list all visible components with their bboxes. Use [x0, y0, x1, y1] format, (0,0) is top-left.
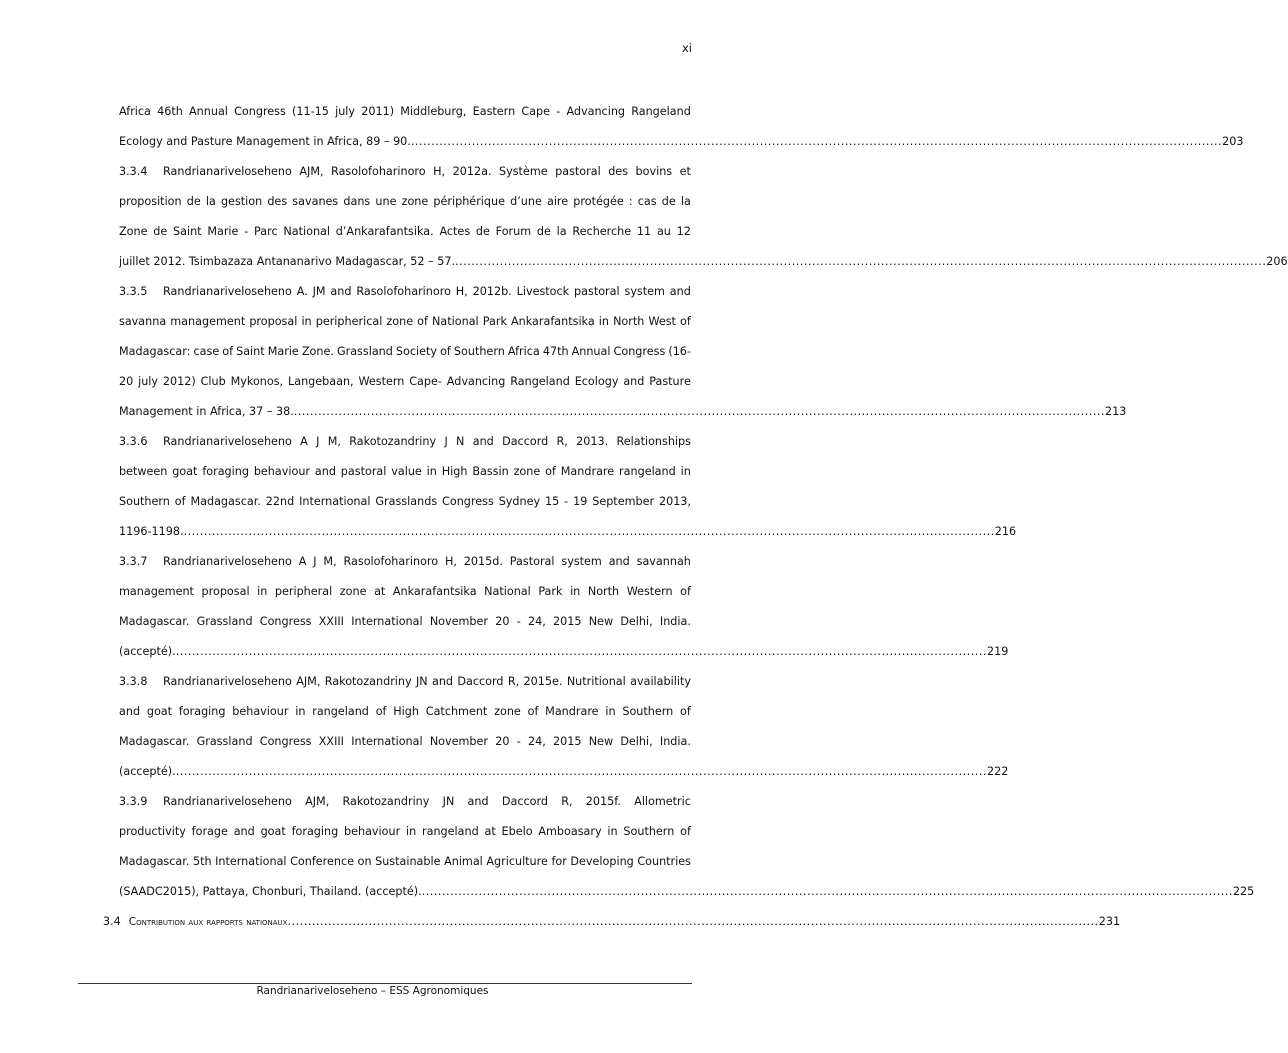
toc-number: 3.3.7	[119, 555, 148, 568]
toc-line-last[interactable]	[119, 522, 1017, 542]
page-number: xi	[681, 41, 692, 55]
dot-leader: ........................................................................................................................................................................................................	[455, 255, 1267, 268]
toc-number: 3.3.6	[119, 435, 148, 448]
toc-line: Madagascar. 5th International Conference on Sustainable Animal Agriculture for Developing Countries	[119, 855, 691, 868]
toc-text: Randrianariveloseheno AJM, Rasolofoharinoro H, 2012a. Système pastoral des bovins et	[163, 165, 691, 178]
toc-line: Madagascar. Grassland Congress XXIII International November 20 - 24, 2015 New Delhi, India.	[119, 615, 691, 628]
dot-leader: ........................................................................................................................................................................................................	[410, 135, 1223, 148]
toc-line-last[interactable]	[119, 132, 1244, 152]
toc-number: 3.3.8	[119, 675, 148, 688]
dot-leader: ........................................................................................................................................................................................................	[175, 765, 987, 778]
dot-leader: ........................................................................................................................................................................................................	[293, 405, 1106, 418]
dot-leader: ........................................................................................................................................................................................................	[287, 915, 1099, 928]
toc-page: 213	[1105, 405, 1127, 418]
dot-leader: ........................................................................................................................................................................................................	[175, 645, 987, 658]
toc-entry-first-line[interactable]	[119, 432, 691, 452]
section-number: 3.4	[103, 915, 121, 928]
toc-line: and goat foraging behaviour in rangeland of High Catchment zone of Mandrare in Southern of	[119, 705, 691, 718]
toc-text: (accepté).	[119, 645, 176, 658]
toc-page: 225	[1232, 885, 1255, 898]
toc-line-last[interactable]	[119, 882, 1255, 902]
section-title: Contribution aux rapports nationaux	[128, 916, 288, 928]
toc-page: 203	[1222, 135, 1244, 148]
toc-text: Randrianariveloseheno A J M, Rakotozandriny J N and Daccord R, 2013. Relationships	[163, 435, 691, 448]
toc-section-3-4[interactable]	[103, 912, 1121, 932]
toc-line: savanna management proposal in peripherical zone of National Park Ankarafantsika in North West of	[119, 315, 691, 328]
toc-line-last[interactable]	[119, 642, 1009, 662]
toc-page: 231	[1098, 915, 1121, 928]
toc-page: 219	[986, 645, 1009, 658]
toc-page: 222	[986, 765, 1009, 778]
toc-text: (accepté).	[119, 765, 176, 778]
toc-entry-first-line[interactable]	[119, 672, 691, 692]
toc-text: Randrianariveloseheno AJM, Rakotozandriny JN and Daccord R, 2015e. Nutritional availability	[163, 675, 691, 688]
toc-text: Ecology and Pasture Management in Africa, 89 – 90.	[119, 135, 411, 148]
toc-line-last[interactable]	[119, 402, 1127, 422]
toc-text: Management in Africa, 37 – 38.	[119, 405, 294, 418]
toc-line: Madagascar. Grassland Congress XXIII International November 20 - 24, 2015 New Delhi, India.	[119, 735, 691, 748]
toc-text: Randrianariveloseheno A. JM and Rasolofoharinoro H, 2012b. Livestock pastoral system and	[163, 285, 691, 298]
footer-text: Randrianariveloseheno – ESS Agronomiques	[256, 985, 489, 997]
dot-leader: ........................................................................................................................................................................................................	[183, 525, 995, 538]
toc-page: 206	[1266, 255, 1288, 268]
toc-page: 216	[994, 525, 1017, 538]
toc-line-last[interactable]	[119, 252, 1288, 272]
toc-text: (SAADC2015), Pattaya, Chonburi, Thailand. (accepté).	[119, 885, 422, 898]
toc-text: 1196-1198.	[119, 525, 184, 538]
toc-number: 3.3.5	[119, 285, 148, 298]
toc-text: juillet 2012. Tsimbazaza Antananarivo Madagascar, 52 – 57.	[119, 255, 456, 268]
toc-line: 20 july 2012) Club Mykonos, Langebaan, Western Cape- Advancing Rangeland Ecology and Pasture	[119, 375, 691, 388]
toc-number: 3.3.9	[119, 795, 148, 808]
toc-entry-first-line[interactable]	[119, 792, 691, 812]
toc-line: management proposal in peripheral zone at Ankarafantsika National Park in North Western of	[119, 585, 691, 598]
dot-leader: ........................................................................................................................................................................................................	[421, 885, 1233, 898]
toc-text: Randrianariveloseheno AJM, Rakotozandriny JN and Daccord R, 2015f. Allometric	[163, 795, 691, 808]
toc-line: Zone de Saint Marie - Parc National d’Ankarafantsika. Actes de Forum de la Recherche 11 au 12	[119, 225, 691, 238]
footer-rule	[78, 983, 692, 984]
toc-number: 3.3.4	[119, 165, 148, 178]
toc-line: between goat foraging behaviour and pastoral value in High Bassin zone of Mandrare rangeland in	[119, 465, 691, 478]
toc-line: productivity forage and goat foraging behaviour in rangeland at Ebelo Amboasary in Southern of	[119, 825, 691, 838]
toc-line: Southern of Madagascar. 22nd International Grasslands Congress Sydney 15 - 19 September 2013,	[119, 495, 691, 508]
toc-entry-first-line[interactable]	[119, 162, 691, 182]
toc-line-last[interactable]	[119, 762, 1009, 782]
toc-text: Randrianariveloseheno A J M, Rasolofoharinoro H, 2015d. Pastoral system and savannah	[163, 555, 691, 568]
toc-line: Africa 46th Annual Congress (11-15 july 2011) Middleburg, Eastern Cape - Advancing Rangeland	[119, 105, 691, 118]
toc-entry-first-line[interactable]	[119, 552, 691, 572]
toc-entry-first-line[interactable]	[119, 282, 691, 302]
toc-line: Madagascar: case of Saint Marie Zone. Grassland Society of Southern Africa 47th Annual Congress (16-	[119, 345, 691, 358]
toc-line: proposition de la gestion des savanes dans une zone périphérique d’une aire protégée : cas de la	[119, 195, 691, 208]
